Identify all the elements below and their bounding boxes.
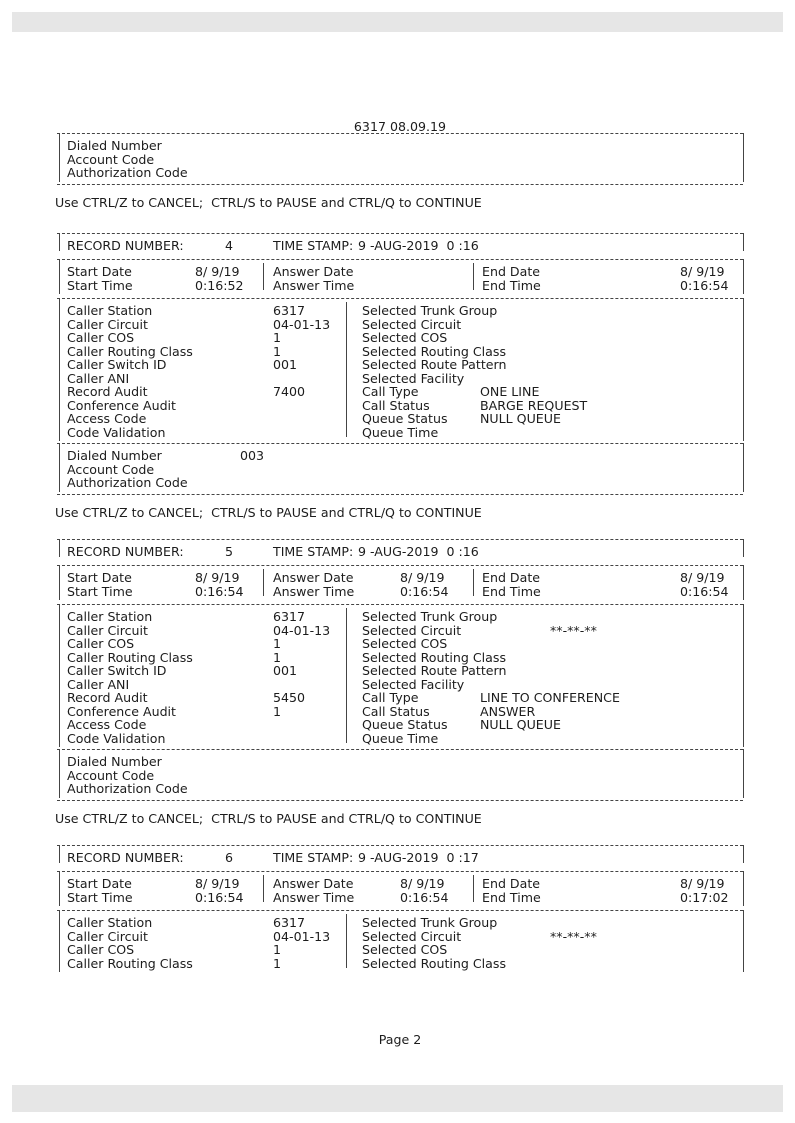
caller-cos: 1 <box>273 942 282 957</box>
selected-routing-class-label: Selected Routing Class <box>362 955 507 971</box>
vertical-rule <box>263 569 264 596</box>
start-time-label: Start Time <box>67 583 133 599</box>
record-number: 5 <box>225 544 234 559</box>
dialed-number-label: Dialed Number <box>67 754 162 769</box>
vertical-rule <box>743 604 744 747</box>
record-audit-label: Record Audit <box>67 690 148 705</box>
vertical-rule <box>59 749 60 798</box>
answer-date: 8/ 9/19 <box>400 570 445 585</box>
caller-station-label: Caller Station <box>67 915 153 930</box>
selected-routing-class-label: Selected Routing Class <box>362 343 507 359</box>
record-number: 6 <box>225 850 234 865</box>
vertical-rule <box>743 133 744 182</box>
selected-route-pattern-label: Selected Route Pattern <box>362 663 507 678</box>
dashed-rule <box>57 184 743 185</box>
vertical-rule <box>473 263 474 290</box>
answer-date: 8/ 9/19 <box>400 876 445 891</box>
end-date: 8/ 9/19 <box>680 570 725 585</box>
caller-station: 6317 <box>273 915 306 930</box>
vertical-rule <box>263 263 264 290</box>
vertical-rule <box>473 875 474 902</box>
selected-routing-class-label: Selected Routing Class <box>362 649 507 665</box>
queue-status: NULL QUEUE <box>480 717 561 732</box>
end-time: 0:16:54 <box>680 583 729 599</box>
end-date: 8/ 9/19 <box>680 876 725 891</box>
time-stamp-label: TIME STAMP: <box>273 544 354 559</box>
conference-audit: 1 <box>273 703 282 719</box>
dashed-rule <box>57 539 743 540</box>
answer-time-label: Answer Time <box>273 583 355 599</box>
selected-circuit-label: Selected Circuit <box>362 316 462 332</box>
vertical-rule <box>743 233 744 251</box>
caller-circuit-label: Caller Circuit <box>67 316 148 332</box>
caller-ani-label: Caller ANI <box>67 676 130 692</box>
selected-circuit: **-**-** <box>550 622 597 638</box>
dialed-number-label: Dialed Number <box>67 448 162 463</box>
start-date-label: Start Date <box>67 876 132 891</box>
vertical-rule <box>59 233 60 251</box>
call-status-label: Call Status <box>362 703 430 719</box>
caller-circuit-label: Caller Circuit <box>67 928 148 944</box>
start-time: 0:16:52 <box>195 277 244 293</box>
page-number: Page 2 <box>378 1032 422 1047</box>
record-number: 4 <box>225 238 234 253</box>
start-date: 8/ 9/19 <box>195 264 240 279</box>
call-type-label: Call Type <box>362 690 419 705</box>
vertical-rule <box>59 443 60 492</box>
start-time: 0:16:54 <box>195 889 244 905</box>
queue-time-label: Queue Time <box>362 730 439 746</box>
vertical-rule <box>743 298 744 441</box>
caller-routing-class: 1 <box>273 343 282 359</box>
conference-audit-label: Conference Audit <box>67 397 176 413</box>
answer-date-label: Answer Date <box>273 876 354 891</box>
dashed-rule <box>57 910 743 911</box>
vertical-rule <box>743 565 744 600</box>
selected-cos-label: Selected COS <box>362 636 448 651</box>
caller-routing-class: 1 <box>273 649 282 665</box>
dashed-rule <box>57 259 743 260</box>
vertical-rule <box>743 539 744 557</box>
scan-band-bottom <box>12 1085 783 1112</box>
control-prompt: Use CTRL/Z to CANCEL; CTRL/S to PAUSE and CTRL/Q to CONTINUE <box>55 194 482 210</box>
end-time-label: End Time <box>482 889 541 905</box>
record-number-label: RECORD NUMBER: <box>67 238 184 253</box>
vertical-rule <box>346 914 347 968</box>
caller-cos-label: Caller COS <box>67 330 135 345</box>
dashed-rule <box>57 298 743 299</box>
selected-circuit-label: Selected Circuit <box>362 928 462 944</box>
caller-cos: 1 <box>273 330 282 345</box>
selected-facility-label: Selected Facility <box>362 676 465 692</box>
vertical-rule <box>346 608 347 743</box>
selected-circuit-label: Selected Circuit <box>362 622 462 638</box>
start-date-label: Start Date <box>67 570 132 585</box>
authorization-code-label: Authorization Code <box>67 165 188 180</box>
caller-station-label: Caller Station <box>67 609 153 624</box>
dashed-rule <box>57 871 743 872</box>
end-date-label: End Date <box>482 264 541 279</box>
time-stamp: 9 -AUG-2019 0 :16 <box>358 238 479 253</box>
vertical-rule <box>59 565 60 600</box>
caller-routing-class-label: Caller Routing Class <box>67 343 193 359</box>
vertical-rule <box>59 845 60 863</box>
answer-time-label: Answer Time <box>273 889 355 905</box>
caller-circuit: 04-01-13 <box>273 622 331 638</box>
selected-trunk-group-label: Selected Trunk Group <box>362 915 498 930</box>
call-status-label: Call Status <box>362 397 430 413</box>
caller-station-label: Caller Station <box>67 303 153 318</box>
record-number-label: RECORD NUMBER: <box>67 544 184 559</box>
time-stamp: 9 -AUG-2019 0 :17 <box>358 850 479 865</box>
call-type-label: Call Type <box>362 384 419 399</box>
selected-route-pattern-label: Selected Route Pattern <box>362 357 507 372</box>
code-validation-label: Code Validation <box>67 424 166 440</box>
caller-ani-label: Caller ANI <box>67 370 130 386</box>
dashed-rule <box>57 565 743 566</box>
selected-facility-label: Selected Facility <box>362 370 465 386</box>
vertical-rule <box>743 871 744 906</box>
time-stamp: 9 -AUG-2019 0 :16 <box>358 544 479 559</box>
caller-switch-id: 001 <box>273 663 298 678</box>
code-validation-label: Code Validation <box>67 730 166 746</box>
control-prompt: Use CTRL/Z to CANCEL; CTRL/S to PAUSE and CTRL/Q to CONTINUE <box>55 504 482 520</box>
dashed-rule <box>57 604 743 605</box>
answer-date-label: Answer Date <box>273 570 354 585</box>
dashed-rule <box>57 133 743 134</box>
queue-status-label: Queue Status <box>362 717 448 732</box>
selected-cos-label: Selected COS <box>362 942 448 957</box>
dashed-rule <box>57 233 743 234</box>
end-time-label: End Time <box>482 277 541 293</box>
account-code-label: Account Code <box>67 767 155 783</box>
dashed-rule <box>57 845 743 846</box>
caller-cos-label: Caller COS <box>67 636 135 651</box>
control-prompt: Use CTRL/Z to CANCEL; CTRL/S to PAUSE and CTRL/Q to CONTINUE <box>55 810 482 826</box>
call-type: ONE LINE <box>480 384 540 399</box>
authorization-code-label: Authorization Code <box>67 475 188 490</box>
selected-circuit: **-**-** <box>550 928 597 944</box>
dashed-rule <box>57 749 743 750</box>
dialed-number-label: Dialed Number <box>67 138 162 153</box>
account-code-label: Account Code <box>67 461 155 477</box>
conference-audit-label: Conference Audit <box>67 703 176 719</box>
vertical-rule <box>743 910 744 972</box>
start-time-label: Start Time <box>67 277 133 293</box>
queue-time-label: Queue Time <box>362 424 439 440</box>
vertical-rule <box>59 259 60 294</box>
end-time-label: End Time <box>482 583 541 599</box>
vertical-rule <box>473 569 474 596</box>
caller-circuit: 04-01-13 <box>273 316 331 332</box>
caller-cos: 1 <box>273 636 282 651</box>
record-audit: 5450 <box>273 690 306 705</box>
caller-switch-id: 001 <box>273 357 298 372</box>
queue-status-label: Queue Status <box>362 411 448 426</box>
dashed-rule <box>57 494 743 495</box>
caller-switch-id-label: Caller Switch ID <box>67 663 167 678</box>
selected-trunk-group-label: Selected Trunk Group <box>362 609 498 624</box>
start-time: 0:16:54 <box>195 583 244 599</box>
queue-status: NULL QUEUE <box>480 411 561 426</box>
end-date-label: End Date <box>482 570 541 585</box>
start-date-label: Start Date <box>67 264 132 279</box>
caller-circuit: 04-01-13 <box>273 928 331 944</box>
caller-circuit-label: Caller Circuit <box>67 622 148 638</box>
vertical-rule <box>59 871 60 906</box>
vertical-rule <box>743 443 744 492</box>
vertical-rule <box>59 133 60 182</box>
record-number-label: RECORD NUMBER: <box>67 850 184 865</box>
access-code-label: Access Code <box>67 717 147 732</box>
caller-station: 6317 <box>273 609 306 624</box>
record-audit-label: Record Audit <box>67 384 148 399</box>
call-status: ANSWER <box>480 703 536 719</box>
caller-routing-class-label: Caller Routing Class <box>67 955 193 971</box>
call-type: LINE TO CONFERENCE <box>480 690 620 705</box>
page-header: 6317 08.09.19 <box>353 119 447 134</box>
account-code-label: Account Code <box>67 151 155 167</box>
end-time: 0:16:54 <box>680 277 729 293</box>
vertical-rule <box>743 259 744 294</box>
selected-trunk-group-label: Selected Trunk Group <box>362 303 498 318</box>
time-stamp-label: TIME STAMP: <box>273 850 354 865</box>
access-code-label: Access Code <box>67 411 147 426</box>
record-audit: 7400 <box>273 384 306 399</box>
answer-time: 0:16:54 <box>400 583 449 599</box>
caller-cos-label: Caller COS <box>67 942 135 957</box>
answer-time: 0:16:54 <box>400 889 449 905</box>
authorization-code-label: Authorization Code <box>67 781 188 796</box>
caller-switch-id-label: Caller Switch ID <box>67 357 167 372</box>
vertical-rule <box>743 749 744 798</box>
caller-routing-class-label: Caller Routing Class <box>67 649 193 665</box>
answer-time-label: Answer Time <box>273 277 355 293</box>
time-stamp-label: TIME STAMP: <box>273 238 354 253</box>
end-date: 8/ 9/19 <box>680 264 725 279</box>
dialed-number-value: 003 <box>240 448 265 463</box>
caller-routing-class: 1 <box>273 955 282 971</box>
vertical-rule <box>743 845 744 863</box>
vertical-rule <box>59 910 60 972</box>
dashed-rule <box>57 443 743 444</box>
end-time: 0:17:02 <box>680 889 729 905</box>
vertical-rule <box>59 298 60 441</box>
call-status: BARGE REQUEST <box>480 397 588 413</box>
dashed-rule <box>57 800 743 801</box>
start-time-label: Start Time <box>67 889 133 905</box>
selected-cos-label: Selected COS <box>362 330 448 345</box>
scan-band-top <box>12 12 783 32</box>
start-date: 8/ 9/19 <box>195 570 240 585</box>
vertical-rule <box>346 302 347 437</box>
vertical-rule <box>59 539 60 557</box>
caller-station: 6317 <box>273 303 306 318</box>
start-date: 8/ 9/19 <box>195 876 240 891</box>
end-date-label: End Date <box>482 876 541 891</box>
vertical-rule <box>59 604 60 747</box>
answer-date-label: Answer Date <box>273 264 354 279</box>
vertical-rule <box>263 875 264 902</box>
